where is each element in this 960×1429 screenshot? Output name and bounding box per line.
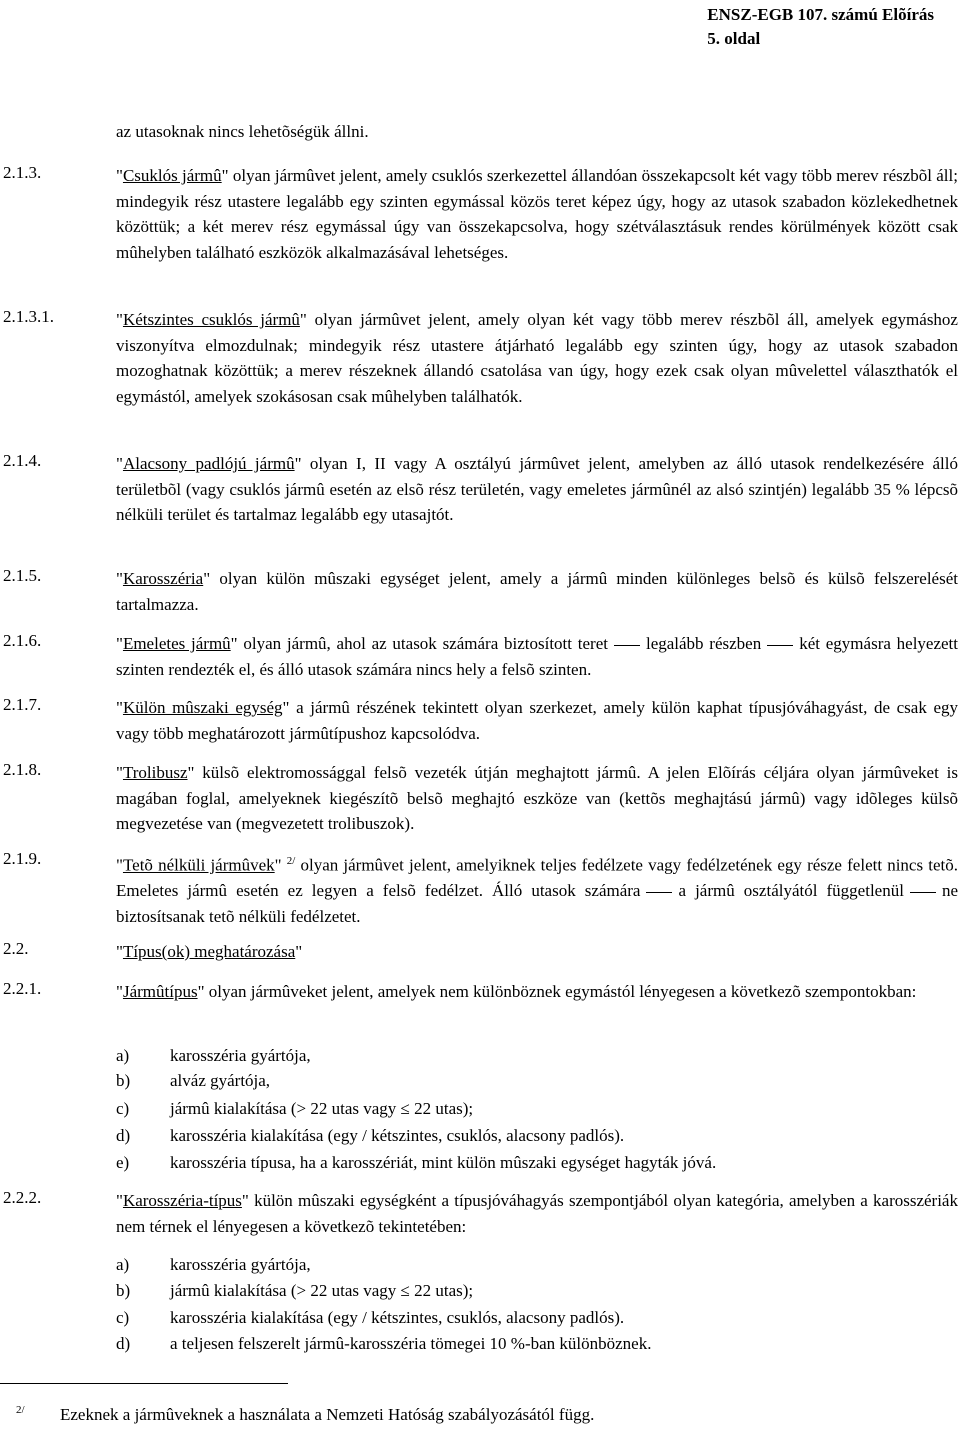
- list-item: d) a teljesen felszerelt jármû-karosszéria tömegei 10 %-ban különböznek.: [116, 1334, 652, 1353]
- list-item: d) karosszéria kialakítása (egy / kétszintes, csuklós, alacsony padlós).: [116, 1126, 625, 1145]
- list-item: b) jármû kialakítása (> 22 utas vagy ≤ 22 utas);: [116, 1281, 474, 1300]
- section-text: "Kétszintes csuklós jármû" olyan jármûvet jelent, amely olyan két vagy több merev részbõl áll, amelyek egymáshoz viszonyítva elmozdulnak; mindegyik rész utastere átjárható legalább egy szinten úgy, hogy az utasok szabadon mozoghatnak közöttük; a merev részeknek állandó csatolása van úgy, hogy ezek csak olyan mûvelettel választhatók el egymástól, amelyek szokásosan csak mûhelyben találhatók.: [116, 310, 958, 406]
- defined-term: Kétszintes csuklós jármû: [122, 310, 300, 329]
- intro-line: az utasoknak nincs lehetõségük állni.: [116, 122, 369, 141]
- section-number: 2.1.3.1.: [3, 307, 54, 326]
- defined-term: Emeletes jármû: [122, 634, 231, 653]
- section-number: 2.2.1.: [3, 979, 42, 998]
- page-number: 5. oldal: [707, 29, 761, 48]
- section-number: 2.2.: [3, 939, 29, 958]
- defined-term: Alacsony padlójú jármû: [122, 454, 295, 473]
- section-number: 2.1.8.: [3, 760, 42, 779]
- section-text: "Karosszéria-típus" külön mûszaki egységként a típusjóváhagyás szempontjából olyan kategória, amelyben a karosszériák nem térnek el lényegesen a következõ tekintetében:: [116, 1191, 958, 1236]
- list-item: c) karosszéria kialakítása (egy / kétszintes, csuklós, alacsony padlós).: [116, 1308, 625, 1327]
- section-text: "Emeletes jármû" olyan jármû, ahol az utasok számára biztosított teret legalább részben két egymásra helyezett szinten rendezték el, és álló utasok számára nincs hely a felsõ szinten.: [116, 634, 959, 679]
- list-item: b) alváz gyártója,: [116, 1071, 271, 1090]
- section-heading: "Típus(ok) meghatározása": [116, 942, 303, 961]
- section-text: "Karosszéria" olyan külön mûszaki egységet jelent, amely a jármû minden különleges belsõ és külsõ felszerelését tartalmazza.: [116, 569, 958, 614]
- section-number: 2.1.6.: [3, 631, 42, 650]
- defined-term: Karosszéria: [122, 569, 204, 588]
- footnote-separator: [0, 1383, 288, 1384]
- section-number: 2.1.5.: [3, 566, 42, 585]
- footnote-text: Ezeknek a jármûveknek a használata a Nemzeti Hatóság szabályozásától függ.: [60, 1405, 595, 1424]
- section-text: "Csuklós jármû" olyan jármûvet jelent, amely csuklós szerkezettel állandóan összekapcsolt két vagy több merev részbõl áll; mindegyik rész utastere legalább egy szinten egymással közös teret képez úgy, hogy az utasok szabadon közlekedhetnek közöttük; a két merev rész egymással úgy van összekapcsolva, hogy szétválasztásuk rendes körülmények között csak mûhelyben található eszközök alkalmazásával lehetséges.: [116, 166, 958, 262]
- defined-term: Jármûtípus: [122, 982, 198, 1001]
- section-number: 2.1.3.: [3, 163, 42, 182]
- list-item: e) karosszéria típusa, ha a karosszériát, mint külön mûszaki egységet hagyták jóvá.: [116, 1153, 717, 1172]
- section-number: 2.1.9.: [3, 849, 42, 868]
- em-dash: [910, 892, 936, 893]
- section-text: "Külön mûszaki egység" a jármû részének tekintett olyan szerkezet, amely külön kaphat típusjóváhagyást, de csak egy vagy több meghatározott jármûtípushoz kapcsolódva.: [116, 698, 958, 743]
- section-number: 2.1.7.: [3, 695, 42, 714]
- defined-term: Külön mûszaki egység: [122, 698, 283, 717]
- section-text: "Jármûtípus" olyan jármûveket jelent, amelyek nem különböznek egymástól lényegesen a következõ szempontokban:: [116, 982, 917, 1001]
- em-dash: [614, 645, 640, 646]
- em-dash: [646, 892, 672, 893]
- list-item: c) jármû kialakítása (> 22 utas vagy ≤ 22 utas);: [116, 1099, 474, 1118]
- section-text: "Alacsony padlójú jármû" olyan I, II vagy A osztályú jármûvet jelent, amelyben az álló utasok rendelkezésére álló területbõl (vagy csuklós jármû esetén az elsõ rész területén, vagy emeletes jármûnél az alsó szintjén) legalább 35 % lépcsõ nélküli terület és tartalmaz legalább egy utasajtót.: [116, 454, 958, 525]
- footnote-reference[interactable]: 2/: [286, 855, 296, 867]
- list-item: a) karosszéria gyártója,: [116, 1255, 311, 1274]
- defined-term: Karosszéria-típus: [122, 1191, 242, 1210]
- section-number: 2.2.2.: [3, 1188, 42, 1207]
- document-title: ENSZ-EGB 107. számú Elõírás: [707, 5, 934, 24]
- page-header: [707, 3, 934, 51]
- section-text: "Tetõ nélküli jármûvek" $^{2/}$ olyan jármûvet jelent, amelyiknek teljes fedélzete vagy fedélzetének egy része felett nincs tetõ. Emeletes jármû esetén ez legyen a felsõ fedélzet. Álló utasok számára a jármû osztályától függetlenül ne biztosítsanak tetõ nélküli fedélzetet.: [116, 855, 958, 926]
- section-text: "Trolibusz" külsõ elektromossággal felsõ vezeték útján meghajtott jármû. A jelen Elõírás céljára olyan jármûveket is magában foglal, amelyeknek kiegészítõ belsõ meghajtó eszköze van (kettõs meghajtású jármû) vagy idõleges külsõ megvezetése van (megvezetett trolibuszok).: [116, 763, 958, 834]
- defined-term: Tetõ nélküli jármûvek: [122, 855, 275, 875]
- defined-term: Típus(ok) meghatározása: [122, 942, 296, 961]
- defined-term: Trolibusz: [122, 763, 188, 782]
- defined-term: Csuklós jármû: [122, 166, 222, 185]
- list-item: a) karosszéria gyártója,: [116, 1046, 311, 1065]
- em-dash: [767, 645, 793, 646]
- section-number: 2.1.4.: [3, 451, 42, 470]
- footnote-mark: 2/: [16, 1404, 25, 1416]
